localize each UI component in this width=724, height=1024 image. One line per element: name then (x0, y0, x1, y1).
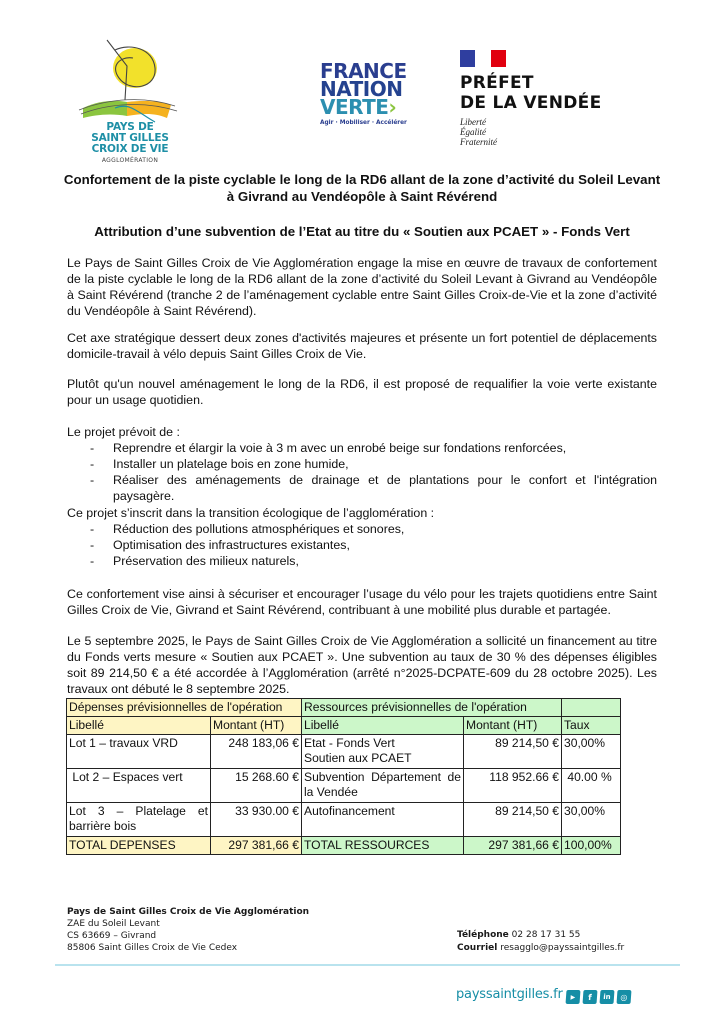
cell-res-label-line-1: Etat - Fonds Vert (304, 736, 395, 750)
chevron-right-icon: › (388, 95, 397, 119)
footer-divider (55, 964, 680, 966)
cell-rate: 30,00% (562, 735, 621, 769)
paragraph-intro: Le Pays de Saint Gilles Croix de Vie Agglomération engage la mise en œuvre de travaux de confortement de la piste cyclable le long de la RD6 allant de la zone d’activité du Soleil Levant à Givrand au Vendéopôle à Saint Révérend (tranche 2 de l’aménagement cyclable entre Saint Gilles Croix-de-Vie et la zone d’activité du Vendéopôle à Saint Révérend). (67, 256, 657, 318)
col-header-libelle: Libellé (67, 717, 211, 735)
cell-rate: 40.00 % (562, 769, 621, 803)
project-scope-intro: Le projet prévoit de : (67, 425, 180, 439)
paragraph-objective: Ce confortement vise ainsi à sécuriser et encourager l’usage du vélo pour les trajets quotidiens entre Saint Gilles Croix de Vie, Givrand et Saint Révérend, contribuant à une mobilité plus durable et partagée. (67, 587, 657, 617)
empty-header-cell (562, 699, 621, 717)
list-item (67, 440, 657, 456)
footer-contact (457, 929, 624, 955)
depenses-header: Dépenses prévisionnelles de l'opération (67, 699, 302, 717)
fnv-line-3 (320, 95, 425, 119)
fnv-tagline: Agir · Mobiliser · Accélérer (320, 120, 407, 126)
motto-egalite: Égalité (460, 127, 486, 137)
list-item (67, 472, 657, 504)
list-item (67, 521, 657, 537)
psg-line-2: SAINT GILLES (91, 132, 169, 144)
total-dep-amount: 297 381,66 € (211, 837, 302, 855)
cell-res-label-line-2: Soutien aux PCAET (304, 751, 412, 765)
ecological-transition-section (67, 505, 657, 569)
project-scope-section (67, 424, 657, 504)
total-res-label: TOTAL RESSOURCES (302, 837, 464, 855)
cell-rate: 30,00% (562, 803, 621, 837)
logo-prefet-vendee (460, 50, 610, 160)
fnv-line-2: NATION (320, 77, 403, 101)
paragraph-requalification: Plutôt qu'un nouvel aménagement le long de la RD6, il est proposé de requalifier la voie verte existante pour un usage quotidien. (67, 377, 657, 407)
col-header-montant: Montant (HT) (211, 717, 302, 735)
table-group-header-row (67, 699, 621, 717)
ressources-header: Ressources prévisionnelles de l'opération (302, 699, 562, 717)
dash-bullet: - (90, 473, 95, 487)
cell-res-amount: 89 214,50 € (464, 803, 562, 837)
list-item-text: Préservation des milieux naturels, (113, 554, 299, 568)
linkedin-icon[interactable]: in (600, 990, 615, 1004)
email-label: Courriel (457, 943, 498, 953)
footer-phone (457, 929, 624, 942)
list-item-text: Reprendre et élargir la voie à 3 m avec un enrobé beige sur fondations renforcées, (113, 441, 567, 455)
social-links (566, 990, 631, 1004)
republic-motto (460, 117, 610, 147)
table-totals-row (67, 837, 621, 855)
dash-bullet: - (90, 441, 95, 455)
motto-fraternite: Fraternité (460, 137, 497, 147)
phone-label: Téléphone (457, 930, 509, 940)
cell-dep-amount: 15 268.60 € (211, 769, 302, 803)
prefet-title (460, 73, 610, 113)
paragraph-strategic-axis: Cet axe stratégique dessert deux zones d'activités majeures et présente un fort potentiel de déplacements domicile-travail à vélo depuis Saint Gilles Croix de Vie. (67, 331, 657, 361)
dash-bullet: - (90, 457, 95, 471)
col-header-taux: Taux (562, 717, 621, 735)
col-header-libelle-2: Libellé (302, 717, 464, 735)
cell-res-label: Subvention Département de la Vendée (302, 769, 464, 803)
col-header-montant-2: Montant (HT) (464, 717, 562, 735)
list-item (67, 553, 657, 569)
cell-dep-amount: 33 930.00 € (211, 803, 302, 837)
footer-address (67, 906, 309, 954)
psg-line-1: PAYS DE (106, 121, 154, 133)
psg-logo-text (75, 122, 185, 155)
total-rate: 100,00% (562, 837, 621, 855)
list-item-text: Réaliser des aménagements de drainage et de plantations pour le confort et l'intégration paysagère. (113, 473, 657, 503)
footer-address-line-3: 85806 Saint Gilles Croix de Vie Cedex (67, 943, 238, 953)
total-dep-label: TOTAL DEPENSES (67, 837, 211, 855)
list-item-text: Optimisation des infrastructures existantes, (113, 538, 350, 552)
footer-org-name: Pays de Saint Gilles Croix de Vie Agglomération (67, 907, 310, 917)
footer-address-line-1: ZAE du Soleil Levant (67, 919, 160, 929)
cell-dep-label: Lot 2 – Espaces vert (67, 769, 211, 803)
email-link[interactable]: resagglo@payssaintgilles.fr (500, 943, 625, 953)
list-item-text: Réduction des pollutions atmosphériques et sonores, (113, 522, 405, 536)
cell-dep-label: Lot 1 – travaux VRD (67, 735, 211, 769)
document-subtitle: Attribution d’une subvention de l’Etat au titre du « Soutien aux PCAET » - Fonds Vert (94, 224, 630, 239)
table-row (67, 769, 621, 803)
table-row (67, 735, 621, 769)
logo-france-nation-verte (320, 59, 425, 137)
ecological-transition-intro: Ce projet s’inscrit dans la transition écologique de l’agglomération : (67, 506, 435, 520)
facebook-icon[interactable]: f (583, 990, 598, 1004)
psg-line-3: CROIX DE VIE (91, 143, 169, 155)
marianne-flag-icon (460, 50, 506, 67)
fnv-line-3-text: VERTE (320, 95, 389, 119)
prefet-line-1: PRÉFET (460, 73, 534, 93)
sun-cyclist-icon (75, 38, 185, 124)
table-column-header-row (67, 717, 621, 735)
list-item-text: Installer un platelage bois en zone humide, (113, 457, 349, 471)
cell-res-label (302, 735, 464, 769)
cell-dep-label: Lot 3 – Platelage et barrière bois (67, 803, 211, 837)
cell-res-amount: 118 952.66 € (464, 769, 562, 803)
phone-value: 02 28 17 31 55 (511, 930, 581, 940)
cell-dep-amount: 248 183,06 € (211, 735, 302, 769)
total-res-amount: 297 381,66 € (464, 837, 562, 855)
table-row (67, 803, 621, 837)
fnv-line-1: FRANCE (320, 59, 407, 83)
footer-email (457, 942, 624, 955)
dash-bullet: - (90, 554, 95, 568)
list-item (67, 537, 657, 553)
document-title: Confortement de la piste cyclable le long de la RD6 allant de la zone d’activité du Soleil Levant à Givrand au Vendéopôle à Saint Révérend (63, 172, 661, 204)
logo-pays-saint-gilles (75, 38, 195, 162)
youtube-icon[interactable]: ▶ (566, 990, 581, 1004)
dash-bullet: - (90, 538, 95, 552)
footer-address-line-2: CS 63669 – Givrand (67, 931, 157, 941)
ecological-transition-list (67, 521, 657, 569)
psg-logo-subtitle: AGGLOMÉRATION (101, 157, 159, 164)
paragraph-funding: Le 5 septembre 2025, le Pays de Saint Gilles Croix de Vie Agglomération a sollicité un financement au titre du Fonds verts mesure « Soutien aux PCAET ». Une subvention au taux de 30 % des dépenses éligibles soit 89 214,50 € a été accordée à l’Agglomération (arrêté n°2025-DCPATE-609 du 28 octobre 2025). Les travaux ont débuté le 8 septembre 2025. (67, 634, 657, 696)
prefet-line-2: DE LA VENDÉE (460, 93, 602, 113)
cell-res-label: Autofinancement (302, 803, 464, 837)
motto-liberte: Liberté (460, 117, 486, 127)
cell-res-amount: 89 214,50 € (464, 735, 562, 769)
list-item (67, 456, 657, 472)
instagram-icon[interactable]: ◎ (617, 990, 632, 1004)
dash-bullet: - (90, 522, 95, 536)
budget-table (66, 698, 621, 855)
website-link[interactable]: payssaintgilles.fr (456, 987, 563, 1002)
project-scope-list (67, 440, 657, 504)
